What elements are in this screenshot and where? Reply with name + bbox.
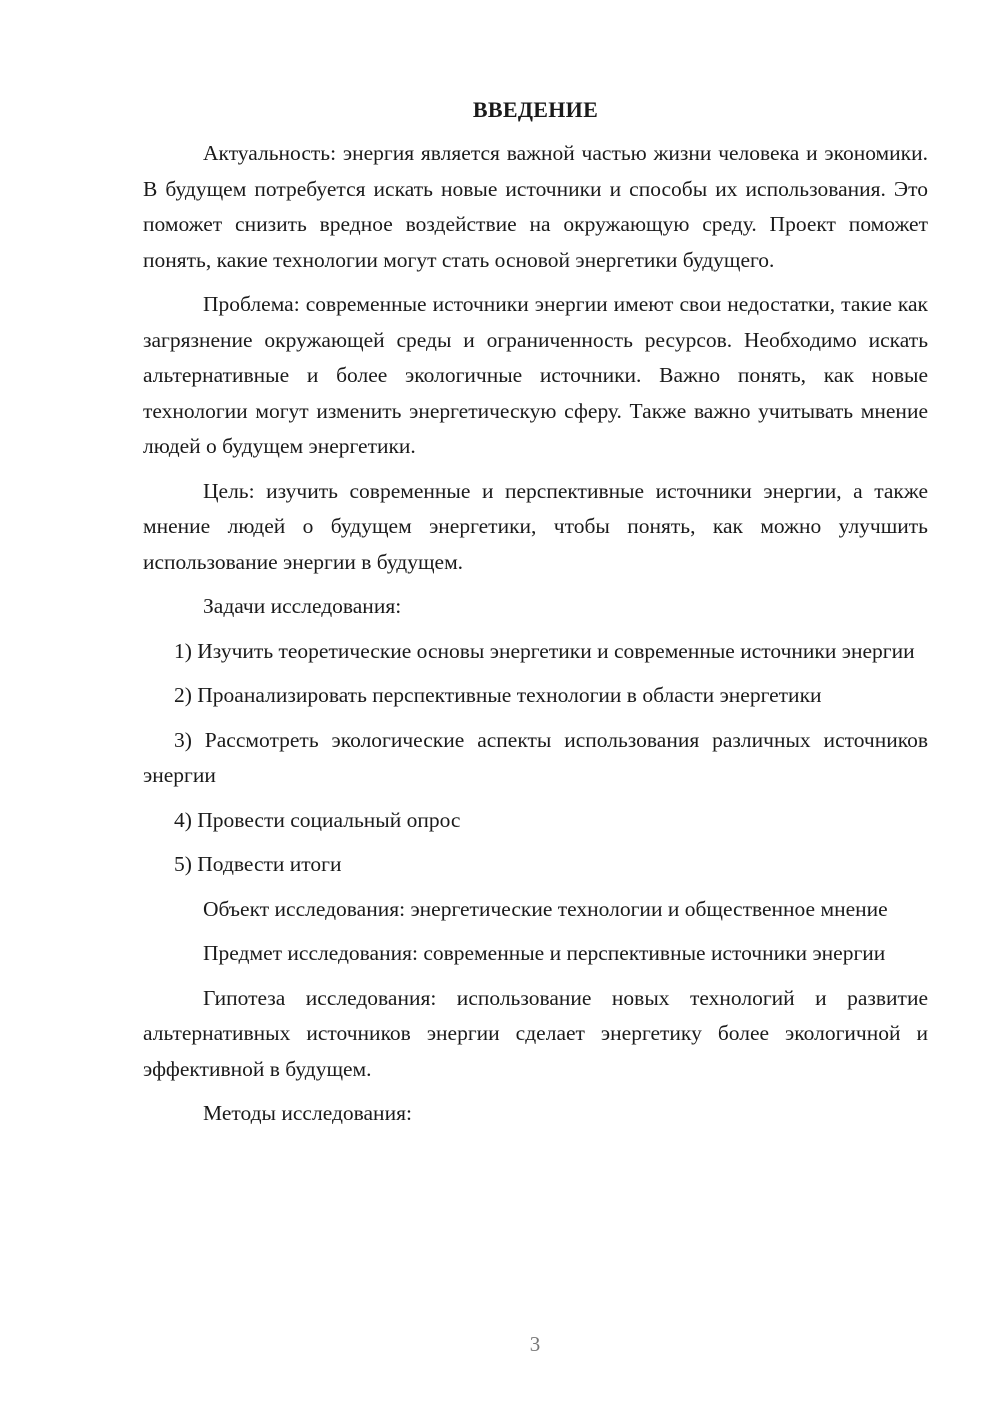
relevance-paragraph: Актуальность: энергия является важной частью жизни человека и экономики. В будущем потребуется искать новые источники и способы их использования. Это поможет снизить вредное воздействие на окружающую среду. Проект поможет понять, какие технологии могут стать основой энергетики будущего. xyxy=(143,141,928,272)
methods-heading: Методы исследования: xyxy=(203,1101,412,1125)
task-item: 2) Проанализировать перспективные технологии в области энергетики xyxy=(174,683,822,707)
task-item: 5) Подвести итоги xyxy=(174,852,342,876)
page-number: 3 xyxy=(529,1332,541,1356)
goal-paragraph: Цель: изучить современные и перспективные источники энергии, а также мнение людей о будущем энергетики, чтобы понять, как можно улучшить использование энергии в будущем. xyxy=(143,478,928,574)
task-item: 4) Провести социальный опрос xyxy=(174,807,461,832)
object-paragraph: Объект исследования: энергетические технологии и общественное мнение xyxy=(203,896,888,921)
tasks-heading: Задачи исследования: xyxy=(203,594,402,618)
task-item: 3) Рассмотреть экологические аспекты использования различных источников энергии xyxy=(143,727,928,787)
document-page xyxy=(143,94,928,1141)
task-item: 1) Изучить теоретические основы энергетики и современные источники энергии xyxy=(174,638,915,663)
hypothesis-paragraph: Гипотеза исследования: использование новых технологий и развитие альтернативных источников энергии сделает энергетику более экологичной и эффективной в будущем. xyxy=(143,985,928,1081)
subject-paragraph: Предмет исследования: современные и перспективные источники энергии xyxy=(203,941,886,965)
section-title: ВВЕДЕНИЕ xyxy=(472,97,599,122)
problem-paragraph: Проблема: современные источники энергии имеют свои недостатки, такие как загрязнение окружающей среды и ограниченность ресурсов. Необходимо искать альтернативные и более экологичные источники. Важно понять, как новые технологии могут изменить энергетическую сферу. Также важно учитывать мнение людей о будущем энергетики. xyxy=(143,292,928,458)
